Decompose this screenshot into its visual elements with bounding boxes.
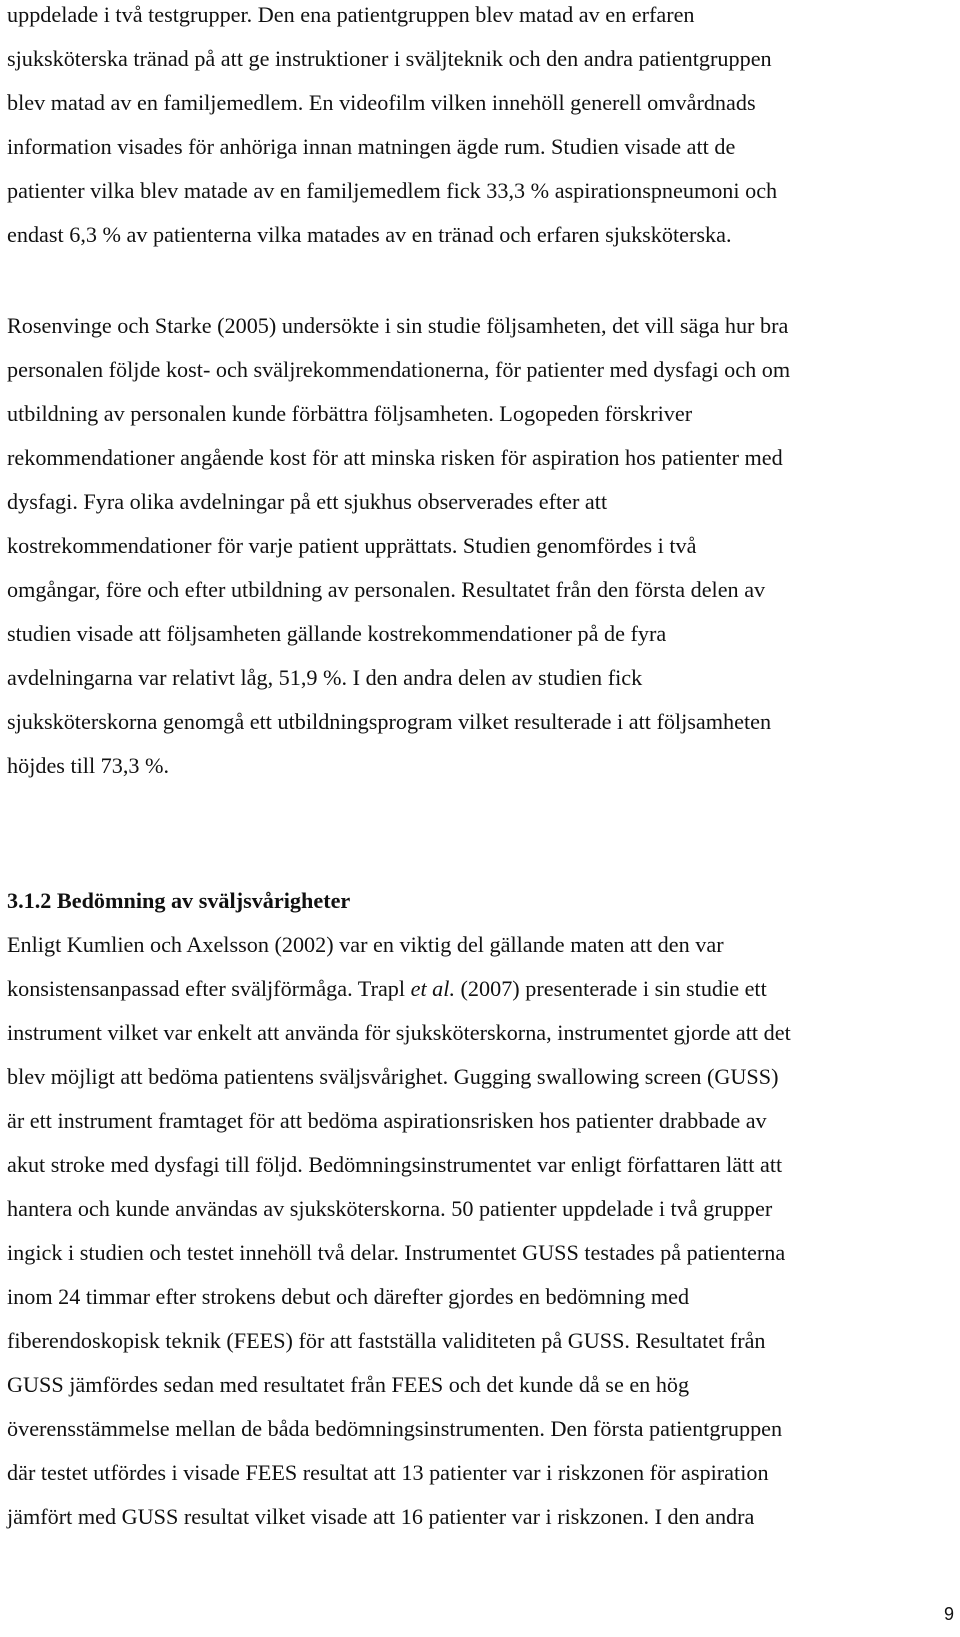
text-line: är ett instrument framtaget för att bedöma aspirationsrisken hos patienter drabbade av [7,1108,767,1133]
section-heading: 3.1.2 Bedömning av sväljsvårigheter [7,888,351,913]
text-line: inom 24 timmar efter strokens debut och därefter gjordes en bedömning med [7,1284,690,1309]
text-line: rekommendationer angående kost för att minska risken för aspiration hos patienter med [7,445,783,470]
text-line: överensstämmelse mellan de båda bedömningsinstrumenten. Den första patientgruppen [7,1416,783,1441]
text-line: Rosenvinge och Starke (2005) undersökte i sin studie följsamheten, det vill säga hur bra [7,313,789,338]
text-line: blev möjligt att bedöma patientens sväljsvårighet. Gugging swallowing screen (GUSS) [7,1064,779,1089]
text-run: (2007) presenterade i sin studie ett [455,976,767,1001]
text-line: utbildning av personalen kunde förbättra följsamheten. Logopeden förskriver [7,401,693,426]
text-line: Enligt Kumlien och Axelsson (2002) var en viktig del gällande maten att den var [7,932,724,957]
text-line: dysfagi. Fyra olika avdelningar på ett sjukhus observerades efter att [7,489,608,514]
text-line: information visades för anhöriga innan matningen ägde rum. Studien visade att de [7,134,736,159]
text-line: kostrekommendationer för varje patient upprättats. Studien genomfördes i två [7,533,697,558]
page-number: 9 [943,1604,954,1624]
text-line: patienter vilka blev matade av en familjemedlem fick 33,3 % aspirationspneumoni och [7,178,778,203]
text-line: GUSS jämfördes sedan med resultatet från FEES och det kunde då se en hög [7,1372,690,1397]
text-line: endast 6,3 % av patienterna vilka matades av en tränad och erfaren sjuksköterska. [7,222,732,247]
text-line: fiberendoskopisk teknik (FEES) för att fastställa validiteten på GUSS. Resultatet från [7,1328,766,1353]
text-line: jämfört med GUSS resultat vilket visade att 16 patienter var i riskzonen. I den andra [7,1504,755,1529]
text-line: avdelningarna var relativt låg, 51,9 %. I den andra delen av studien fick [7,665,643,690]
text-line: blev matad av en familjemedlem. En videofilm vilken innehöll generell omvårdnads [7,90,756,115]
text-line: höjdes till 73,3 %. [7,753,170,778]
text-line: hantera och kunde användas av sjuksköterskorna. 50 patienter uppdelade i två grupper [7,1196,773,1221]
text-line: uppdelade i två testgrupper. Den ena patientgruppen blev matad av en erfaren [7,2,695,27]
text-line: personalen följde kost- och sväljrekommendationerna, för patienter med dysfagi och om [7,357,791,382]
text-line: ingick i studien och testet innehöll två delar. Instrumentet GUSS testades på patienterna [7,1240,786,1265]
text-run: konsistensanpassad efter sväljförmåga. Trapl [7,976,411,1001]
text-line: akut stroke med dysfagi till följd. Bedömningsinstrumentet var enligt författaren lätt att [7,1152,783,1177]
text-line: sjuksköterskorna genomgå ett utbildningsprogram vilket resulterade i att följsamheten [7,709,772,734]
text-line: omgångar, före och efter utbildning av personalen. Resultatet från den första delen av [7,577,766,602]
text-line: sjuksköterska tränad på att ge instruktioner i sväljteknik och den andra patientgruppen [7,46,772,71]
italic-text-run: et al. [410,976,455,1001]
text-line: där testet utfördes i visade FEES resultat att 13 patienter var i riskzonen för aspiration [7,1460,769,1485]
text-line: instrument vilket var enkelt att använda för sjuksköterskorna, instrumentet gjorde att det [7,1020,791,1045]
text-line [7,978,767,1000]
text-line: studien visade att följsamheten gällande kostrekommendationer på de fyra [7,621,667,646]
